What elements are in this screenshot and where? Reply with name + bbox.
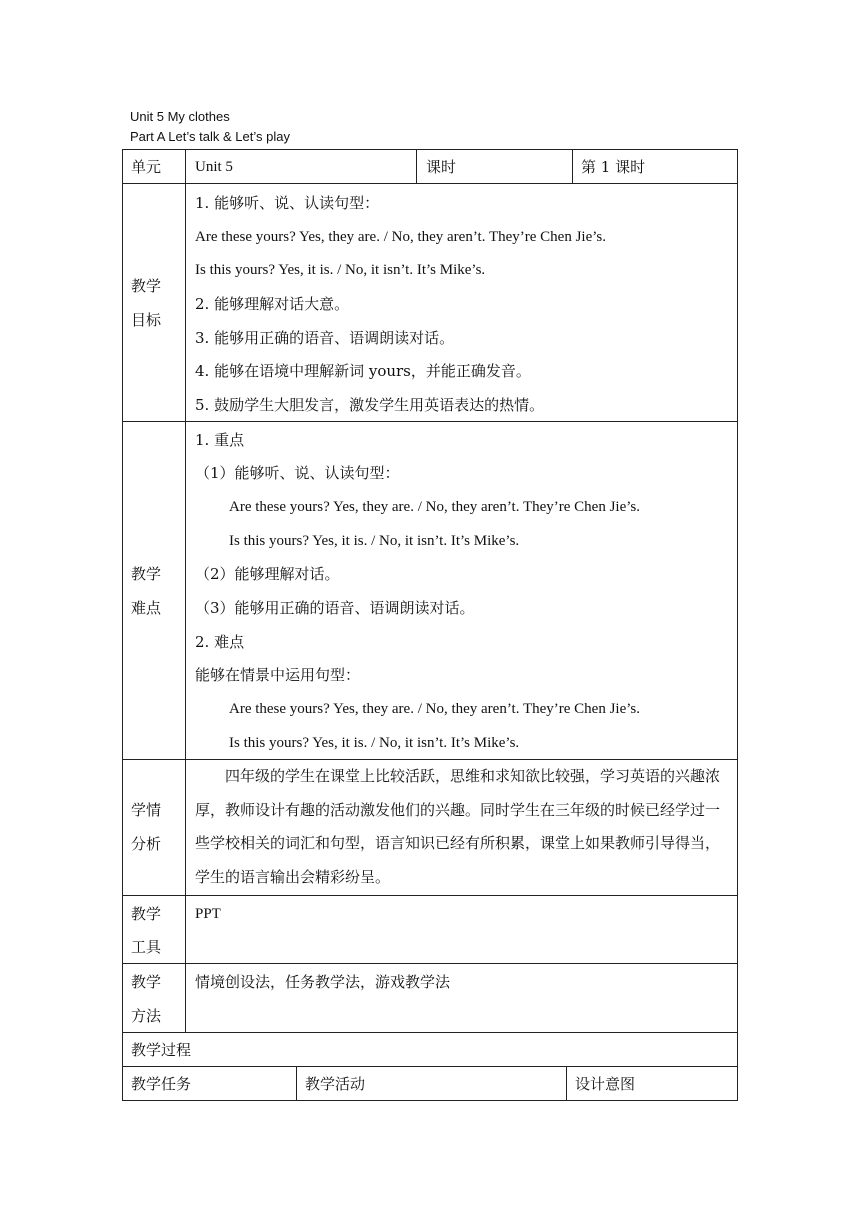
row-divider [122,421,738,422]
column-divider [566,1066,567,1100]
objective-item: 5. 鼓励学生大胆发言，激发学生用英语表达的热情。 [195,396,545,414]
objectives-label-line1: 教学 [131,277,162,295]
methods-label-line1: 教学 [131,973,162,991]
row-divider [122,963,738,964]
objective-item: 4. 能够在语境中理解新词 yours，并能正确发音。 [195,362,531,380]
row-divider [122,1032,738,1033]
column-header-task: 教学任务 [131,1075,192,1093]
column-divider [296,1066,297,1100]
column-header-activity: 教学活动 [305,1075,366,1093]
difficulty-item: （1）能够听、说、认读句型： [195,464,400,482]
tools-value: PPT [195,906,221,922]
difficulty-label-line2: 难点 [131,599,162,617]
period-value: 第 1 课时 [581,158,646,176]
difficulty-item: 2. 难点 [195,633,245,651]
difficulty-item: 1. 重点 [195,431,245,449]
difficulty-item: Are these yours? Yes, they are. / No, they aren’t. They’re Chen Jie’s. [229,499,641,515]
difficulty-item: Is this yours? Yes, it is. / No, it isn’t. It’s Mike’s. [229,533,520,549]
row-divider [122,1066,738,1067]
analysis-text: 四年级的学生在课堂上比较活跃，思维和求知欲比较强，学习英语的兴趣浓厚，教师设计有趣的活动激发他们的兴趣。同时学生在三年级的时候已经学过一些学校相关的词汇和句型，语言知识已经有所积累，课堂上如果教师引导得当，学生的语言输出会精彩纷呈。 [195,767,721,886]
document-subtitle: Part A Let’s talk & Let’s play [130,129,290,144]
difficulty-label-line1: 教学 [131,565,162,583]
document-title: Unit 5 My clothes [130,109,230,124]
row-divider [122,183,738,184]
tools-label-line1: 教学 [131,905,162,923]
table-border-bottom [122,1100,738,1101]
column-divider [572,149,573,183]
column-divider [416,149,417,183]
table-border-top [122,149,738,150]
objective-item: Is this yours? Yes, it is. / No, it isn’t. It’s Mike’s. [195,262,486,278]
methods-value: 情境创设法，任务教学法，游戏教学法 [195,973,451,991]
table-border-left [122,149,123,1101]
difficulty-item: （3）能够用正确的语音、语调朗读对话。 [195,599,475,617]
tools-label-line2: 工具 [131,938,162,956]
difficulty-item: Is this yours? Yes, it is. / No, it isn’t. It’s Mike’s. [229,735,520,751]
objectives-label-line2: 目标 [131,311,162,329]
row-divider [122,895,738,896]
table-border-right [737,149,738,1101]
process-title: 教学过程 [131,1041,192,1059]
objective-item: Are these yours? Yes, they are. / No, they aren’t. They’re Chen Jie’s. [195,229,607,245]
methods-label-line2: 方法 [131,1007,162,1025]
difficulty-item: 能够在情景中运用句型： [195,666,361,684]
analysis-label-line1: 学情 [131,801,162,819]
label-column-divider [185,149,186,1032]
column-header-intent: 设计意图 [575,1075,636,1093]
analysis-label-line2: 分析 [131,835,162,853]
period-label: 课时 [426,158,457,176]
unit-value: Unit 5 [195,159,233,175]
objective-item: 1. 能够听、说、认读句型： [195,194,380,212]
difficulty-item: （2）能够理解对话。 [195,565,340,583]
difficulty-item: Are these yours? Yes, they are. / No, they aren’t. They’re Chen Jie’s. [229,701,641,717]
objective-item: 3. 能够用正确的语音、语调朗读对话。 [195,329,455,347]
document-header [130,107,290,147]
objective-item: 2. 能够理解对话大意。 [195,295,350,313]
unit-label: 单元 [131,158,162,176]
